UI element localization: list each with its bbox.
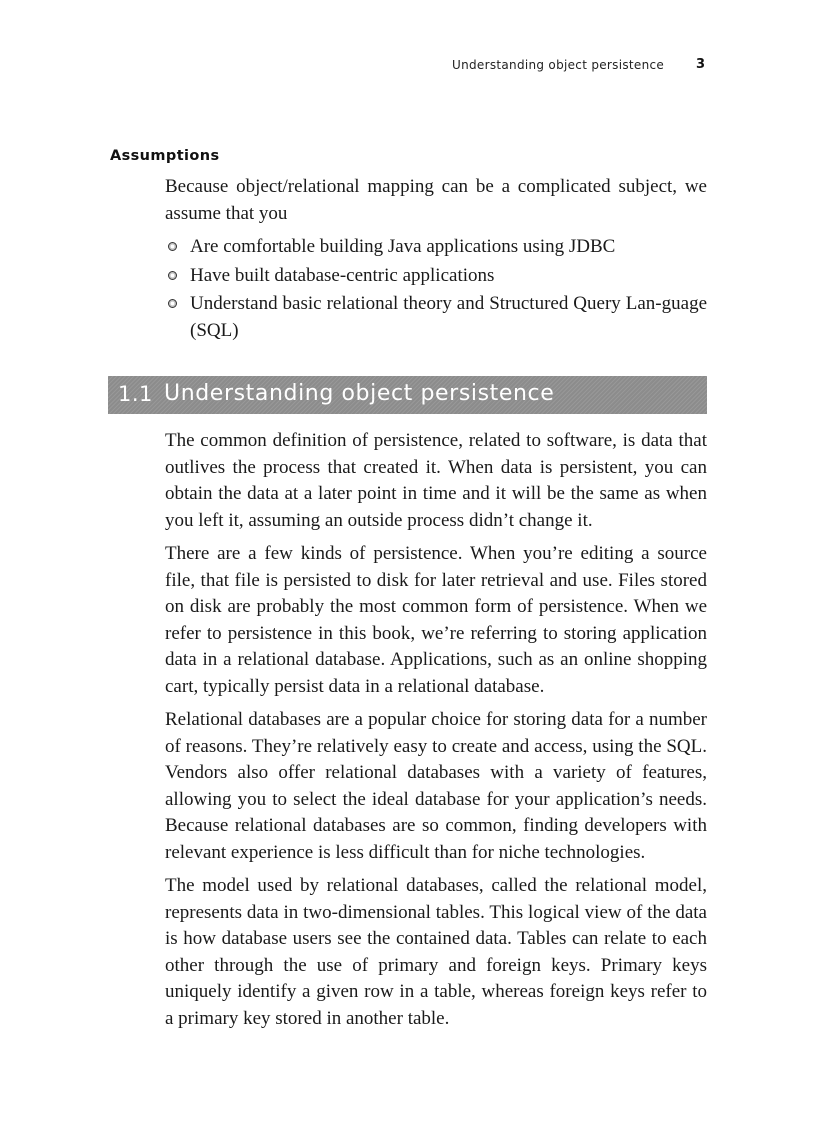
bullet-icon (168, 271, 177, 280)
section-banner (108, 376, 707, 414)
list-item (168, 263, 707, 290)
list-item (168, 291, 707, 344)
running-header (0, 58, 816, 78)
list-item-text: Are comfortable building Java applications using JDBC (190, 236, 616, 257)
assumptions-list (168, 234, 707, 346)
page-number: 3 (696, 57, 706, 72)
list-item-text: Have built database-centric applications (190, 264, 495, 286)
section-content (165, 428, 707, 1039)
assumptions-heading: Assumptions (110, 148, 220, 164)
bullet-icon (168, 299, 177, 308)
paragraph: There are a few kinds of persistence. When you’re editing a source file, that file is persisted to disk for later retrieval and use. Files stored on disk are probably the most common form of persistence. When we refer to persistence in this book, we’re referring to storing application data in a relational database. Applications, such as an online shopping cart, typically persist data in a relational database. (165, 543, 707, 697)
list-item-text: Understand basic relational theory and Structured Query Lan-guage (SQL) (190, 293, 707, 341)
paragraph: Relational databases are a popular choice for storing data for a number of reasons. They’re relatively easy to create and access, using the SQL. Vendors also offer relational databases with a variety of features, allowing you to select the ideal database for your application’s needs. Because relational databases are so common, finding developers with relevant experience is less difficult than for niche technologies. (165, 709, 707, 863)
running-title: Understanding object persistence (452, 58, 665, 72)
section-title: Understanding object persistence (164, 381, 555, 406)
paragraph: The common definition of persistence, related to software, is data that outlives the process that created it. When data is persistent, you can obtain the data at a later point in time and it will be the same as when you left it, assuming an outside process didn’t change it. (165, 430, 707, 531)
paragraph: The model used by relational databases, called the relational model, represents data in two-dimensional tables. This logical view of the data is how database users see the contained data. Tables can relate to each other through the use of primary and foreign keys. Primary keys uniquely identify a given row in a table, whereas foreign keys refer to a primary key stored in another table. (165, 875, 707, 1029)
bullet-icon (168, 242, 177, 251)
list-item (168, 234, 707, 261)
section-number: 1.1 (118, 382, 153, 406)
assumptions-intro: Because object/relational mapping can be a complicated subject, we assume that you (165, 176, 707, 224)
